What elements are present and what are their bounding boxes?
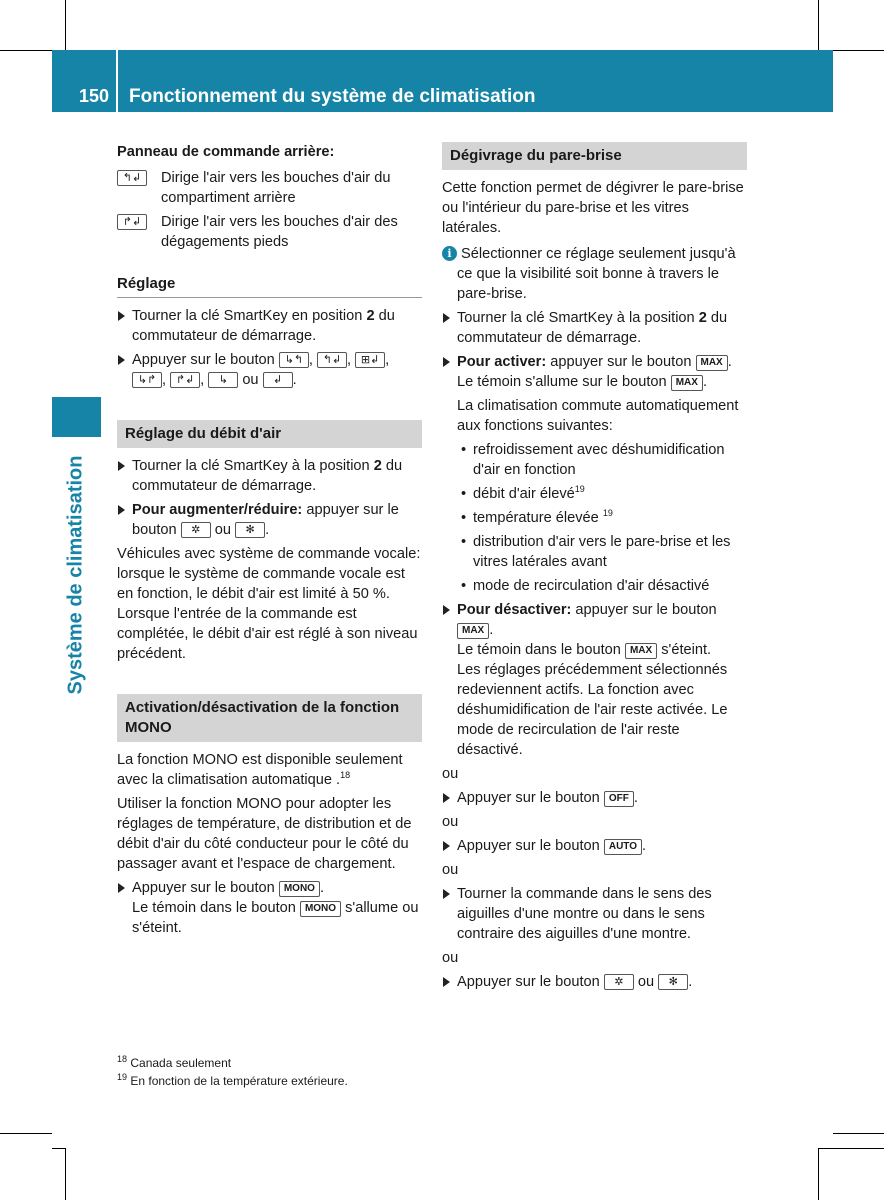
left-column	[117, 142, 422, 942]
mono-paragraph: Utiliser la fonction MONO pour adopter les réglages de température, de distribution et de débit d'air du côté conducteur pour le côté du passager avant et l'espace de chargement.	[117, 796, 412, 872]
defrost-button[interactable]: MAX	[671, 375, 703, 391]
instruction-step: Appuyer sur le bouton AUTO .	[442, 836, 747, 856]
instruction-step: Tourner la clé SmartKey à la position 2 du commutateur de démarrage.	[117, 456, 422, 496]
crop-mark	[818, 1148, 884, 1149]
page-header	[52, 50, 833, 112]
debit-heading: Réglage du débit d'air	[117, 420, 422, 448]
air-distribution-button[interactable]: ↲	[263, 372, 293, 388]
page-number: 150	[79, 86, 110, 106]
crop-mark	[833, 50, 884, 51]
instruction-step: Pour activer: appuyer sur le bouton MAX . Le témoin s'allume sur le bouton MAX .	[442, 352, 747, 392]
page-title: Fonctionnement du système de climatisation	[129, 86, 536, 107]
fan-decrease-button[interactable]: ✻	[658, 974, 688, 990]
section-tab	[52, 397, 101, 437]
list-item: • distribution d'air vers le pare-brise et les vitres latérales avant	[442, 532, 747, 572]
auto-functions-text: La climatisation commute automatiquement aux fonctions suivantes:	[457, 398, 739, 434]
mono-button[interactable]: MONO	[300, 901, 341, 917]
header-divider	[116, 50, 118, 112]
section-side-label: Système de climatisation	[64, 455, 87, 695]
rear-item	[117, 212, 422, 252]
mono-button[interactable]: MONO	[279, 881, 320, 897]
crop-mark	[833, 1133, 884, 1134]
reglage-heading: Réglage	[117, 274, 422, 298]
air-distribution-button[interactable]: ⊞↲	[355, 352, 385, 368]
defrost-intro: Cette fonction permet de dégivrer le pare-brise ou l'intérieur du pare-brise et les vitres latérales.	[442, 180, 744, 236]
list-item: • refroidissement avec déshumidification d'air en fonction	[442, 440, 747, 480]
instruction-step: Pour augmenter/réduire: appuyer sur le bouton ✲ ou ✻ .	[117, 500, 422, 540]
crop-mark	[65, 1148, 66, 1200]
rear-vents-icon: ↰↲	[117, 170, 147, 186]
air-distribution-button[interactable]: ↱↲	[170, 372, 200, 388]
footnote: $^{18}$ Canada seulement	[117, 1054, 232, 1070]
rear-item-text: Dirige l'air vers les bouches d'air du compartiment arrière	[161, 170, 391, 206]
right-column	[442, 142, 747, 996]
defrost-button[interactable]: MAX	[696, 355, 728, 371]
footwell-vents-icon: ↱↲	[117, 214, 147, 230]
fan-decrease-button[interactable]: ✻	[235, 522, 265, 538]
instruction-step: Appuyer sur le bouton ✲ ou ✻ .	[442, 972, 747, 992]
crop-mark	[65, 0, 66, 50]
rear-item	[117, 168, 422, 208]
off-button[interactable]: OFF	[604, 791, 634, 807]
instruction-step: Appuyer sur le bouton ↳↰ , ↰↲ , ⊞↲ , ↳↱ , ↱↲ , ↳ ou ↲ .	[117, 350, 422, 390]
instruction-step: Tourner la commande dans le sens des aiguilles d'une montre ou dans le sens contraire des aiguilles d'une montre.	[442, 884, 747, 944]
instruction-step: Appuyer sur le bouton OFF .	[442, 788, 747, 808]
or-text: ou	[442, 950, 459, 966]
defrost-button[interactable]: MAX	[457, 623, 489, 639]
or-text: ou	[442, 814, 459, 830]
instruction-step: Tourner la clé SmartKey à la position 2 du commutateur de démarrage.	[442, 308, 747, 348]
or-text: ou	[442, 766, 459, 782]
defrost-heading: Dégivrage du pare-brise	[442, 142, 747, 170]
fan-increase-button[interactable]: ✲	[181, 522, 211, 538]
info-note: i Sélectionner ce réglage seulement jusqu'à ce que la visibilité soit bonne à travers le pare-brise.	[442, 244, 747, 304]
info-icon: i	[442, 246, 457, 261]
air-distribution-button[interactable]: ↳	[208, 372, 238, 388]
crop-mark	[0, 1133, 52, 1134]
or-text: ou	[442, 862, 459, 878]
footnote: $^{19}$ En fonction de la température extérieure.	[117, 1072, 348, 1088]
mono-heading: Activation/désactivation de la fonction MONO	[117, 694, 422, 742]
voice-control-paragraph: Véhicules avec système de commande vocale: lorsque le système de commande vocale est en fonction, le débit d'air est limité à 50 %. Lorsque l'entrée de la commande est complétée, le débit d'air est réglé à son niveau précédent.	[117, 546, 421, 662]
air-distribution-button[interactable]: ↳↰	[279, 352, 309, 368]
fan-increase-button[interactable]: ✲	[604, 974, 634, 990]
rear-panel-heading: Panneau de commande arrière:	[117, 144, 335, 160]
crop-mark	[818, 0, 819, 50]
air-distribution-button[interactable]: ↳↱	[132, 372, 162, 388]
crop-mark	[52, 1148, 66, 1149]
instruction-step: Pour désactiver: appuyer sur le bouton MAX . Le témoin dans le bouton MAX s'éteint. Les réglages précédemment sélectionnés redeviennent actifs. La fonction avec déshumidification de l'air reste activée. Le mode de recirculation de l'air reste désactivé.	[442, 600, 747, 760]
list-item: • débit d'air élevé$^{19}$	[442, 484, 747, 504]
mono-paragraph: La fonction MONO est disponible seulement avec la climatisation automatique .$^{18}$	[117, 752, 403, 788]
list-item: • mode de recirculation d'air désactivé	[442, 576, 747, 596]
auto-button[interactable]: AUTO	[604, 839, 642, 855]
crop-mark	[818, 1148, 819, 1200]
rear-item-text: Dirige l'air vers les bouches d'air des dégagements pieds	[161, 214, 398, 250]
crop-mark	[0, 50, 52, 51]
instruction-step: Appuyer sur le bouton MONO . Le témoin dans le bouton MONO s'allume ou s'éteint.	[117, 878, 422, 938]
defrost-button[interactable]: MAX	[625, 643, 657, 659]
list-item: • température élevée $^{19}$	[442, 508, 747, 528]
air-distribution-button[interactable]: ↰↲	[317, 352, 347, 368]
instruction-step: Tourner la clé SmartKey en position 2 du commutateur de démarrage.	[117, 306, 422, 346]
